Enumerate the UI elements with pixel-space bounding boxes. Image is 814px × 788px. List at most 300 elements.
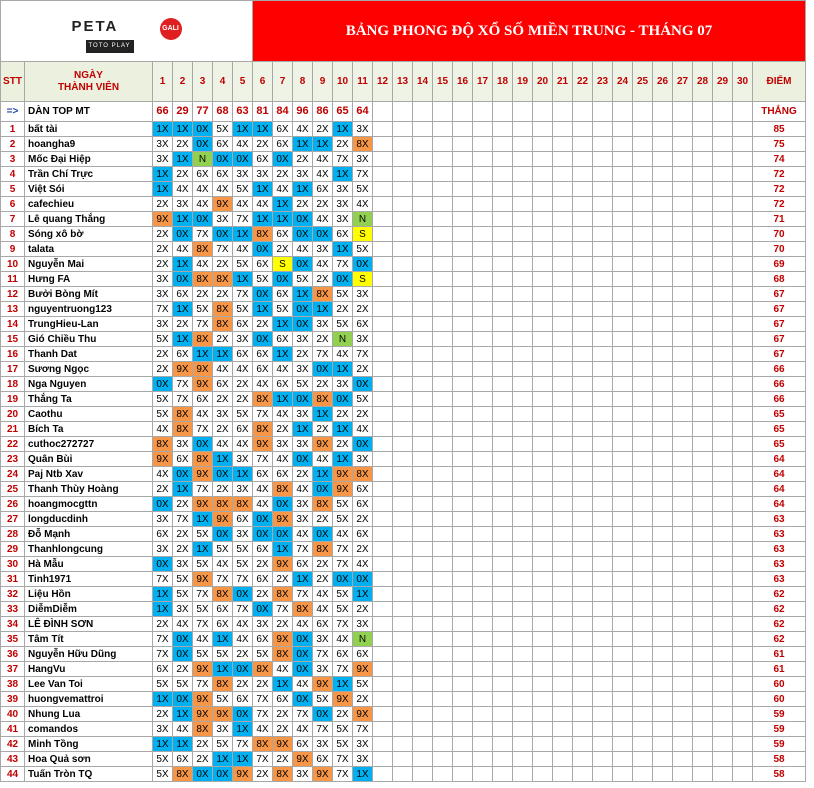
row-stt: 21 — [1, 422, 25, 437]
day-result — [733, 527, 753, 542]
day-result — [633, 467, 653, 482]
row-stt: 3 — [1, 152, 25, 167]
day-result — [373, 257, 393, 272]
day-result — [633, 677, 653, 692]
day-result — [613, 362, 633, 377]
header-day: 15 — [433, 62, 453, 102]
day-result — [573, 452, 593, 467]
day-result: 6X — [253, 467, 273, 482]
day-result — [393, 122, 413, 137]
day-result — [513, 752, 533, 767]
day-result — [573, 302, 593, 317]
day-result — [653, 227, 673, 242]
day-result — [433, 662, 453, 677]
day-result — [413, 182, 433, 197]
day-result: 2X — [353, 407, 373, 422]
day-result — [373, 632, 393, 647]
day-result: 7X — [313, 347, 333, 362]
header-day: 27 — [673, 62, 693, 102]
day-result: 7X — [253, 692, 273, 707]
day-result — [613, 287, 633, 302]
day-result — [613, 272, 633, 287]
day-result — [553, 497, 573, 512]
day-result: 3X — [233, 527, 253, 542]
day-result: 7X — [333, 752, 353, 767]
day-result — [433, 722, 453, 737]
day-result: 9X — [273, 512, 293, 527]
top-row-value — [733, 102, 753, 122]
day-result: 6X — [193, 392, 213, 407]
day-result — [453, 452, 473, 467]
day-result — [713, 332, 733, 347]
table-row — [1, 437, 806, 452]
day-result — [593, 182, 613, 197]
table-row — [1, 467, 806, 482]
day-result — [513, 602, 533, 617]
day-result: 5X — [333, 587, 353, 602]
day-result — [593, 542, 613, 557]
day-result — [533, 287, 553, 302]
day-result — [473, 692, 493, 707]
day-result — [513, 707, 533, 722]
day-result: 7X — [233, 572, 253, 587]
day-result — [413, 122, 433, 137]
day-result — [653, 752, 673, 767]
top-row-value: 68 — [213, 102, 233, 122]
member-name: Lê quang Thắng — [25, 212, 153, 227]
member-score: 60 — [753, 677, 806, 692]
day-result: 1X — [193, 512, 213, 527]
header-day: 3 — [193, 62, 213, 102]
day-result: 3X — [313, 242, 333, 257]
day-result — [393, 767, 413, 782]
day-result — [633, 587, 653, 602]
header-day: 25 — [633, 62, 653, 102]
day-result — [413, 242, 433, 257]
day-result — [413, 197, 433, 212]
day-result: 7X — [153, 572, 173, 587]
day-result: 6X — [313, 752, 333, 767]
day-result — [513, 197, 533, 212]
day-result — [413, 467, 433, 482]
day-result: 2X — [313, 197, 333, 212]
day-result: 1X — [153, 602, 173, 617]
day-result: 9X — [193, 362, 213, 377]
day-result: 4X — [173, 182, 193, 197]
day-result — [513, 557, 533, 572]
day-result — [533, 662, 553, 677]
day-result — [433, 692, 453, 707]
day-result — [433, 707, 453, 722]
day-result: 6X — [233, 347, 253, 362]
day-result: 8X — [213, 677, 233, 692]
day-result — [573, 317, 593, 332]
day-result — [553, 152, 573, 167]
day-result — [713, 527, 733, 542]
peta-gali-logo: PETA GALI TOTO PLAY — [72, 14, 182, 52]
day-result — [573, 197, 593, 212]
table-row — [1, 257, 806, 272]
day-result: 6X — [353, 482, 373, 497]
row-stt: 15 — [1, 332, 25, 347]
day-result — [693, 707, 713, 722]
day-result — [453, 287, 473, 302]
member-name: Thanh Dat — [25, 347, 153, 362]
header-day: 4 — [213, 62, 233, 102]
day-result: 8X — [193, 272, 213, 287]
day-result: 5X — [153, 767, 173, 782]
day-result — [453, 512, 473, 527]
day-result — [433, 212, 453, 227]
day-result — [373, 482, 393, 497]
day-result — [713, 647, 733, 662]
day-result: 7X — [353, 722, 373, 737]
day-result — [473, 467, 493, 482]
day-result — [513, 452, 533, 467]
day-result — [473, 362, 493, 377]
day-result — [693, 722, 713, 737]
day-result — [473, 632, 493, 647]
day-result: 0X — [173, 272, 193, 287]
day-result: 6X — [153, 662, 173, 677]
day-result — [733, 167, 753, 182]
day-result — [373, 452, 393, 467]
day-result — [533, 227, 553, 242]
day-result — [573, 572, 593, 587]
day-result — [573, 182, 593, 197]
member-name: Sóng xô bờ — [25, 227, 153, 242]
day-result — [633, 737, 653, 752]
day-result — [393, 677, 413, 692]
day-result: 2X — [213, 332, 233, 347]
day-result — [633, 497, 653, 512]
day-result: 6X — [253, 362, 273, 377]
day-result — [553, 707, 573, 722]
row-stt: 1 — [1, 122, 25, 137]
day-result: 2X — [253, 137, 273, 152]
day-result: 1X — [173, 302, 193, 317]
day-result — [733, 602, 753, 617]
day-result: N — [193, 152, 213, 167]
day-result — [413, 707, 433, 722]
table-row — [1, 767, 806, 782]
day-result: 4X — [193, 632, 213, 647]
day-result — [573, 557, 593, 572]
day-result: 1X — [353, 587, 373, 602]
day-result: 5X — [213, 647, 233, 662]
day-result — [553, 317, 573, 332]
day-result — [733, 362, 753, 377]
member-score: 66 — [753, 362, 806, 377]
day-result — [453, 182, 473, 197]
day-result — [653, 722, 673, 737]
day-result — [593, 422, 613, 437]
day-result: 5X — [193, 527, 213, 542]
day-result — [393, 662, 413, 677]
day-result — [573, 227, 593, 242]
day-result: 2X — [153, 257, 173, 272]
day-result — [473, 167, 493, 182]
day-result: 0X — [153, 557, 173, 572]
member-name: Tâm Tít — [25, 632, 153, 647]
day-result — [613, 707, 633, 722]
day-result — [533, 302, 553, 317]
member-score: 71 — [753, 212, 806, 227]
day-result: 1X — [233, 722, 253, 737]
day-result: 3X — [353, 122, 373, 137]
day-result — [473, 497, 493, 512]
day-result — [633, 647, 653, 662]
day-result — [733, 557, 753, 572]
day-result: 7X — [173, 512, 193, 527]
day-result — [613, 662, 633, 677]
day-result — [633, 617, 653, 632]
day-result — [473, 587, 493, 602]
day-result — [513, 272, 533, 287]
day-result: 6X — [333, 227, 353, 242]
day-result: 1X — [313, 467, 333, 482]
day-result: 1X — [293, 287, 313, 302]
day-result — [733, 542, 753, 557]
member-name: Tuấn Tròn TQ — [25, 767, 153, 782]
day-result: 2X — [353, 362, 373, 377]
day-result — [513, 227, 533, 242]
row-stt: 7 — [1, 212, 25, 227]
day-result — [653, 137, 673, 152]
day-result: 2X — [153, 482, 173, 497]
day-result — [553, 242, 573, 257]
day-result — [373, 122, 393, 137]
day-result: 7X — [213, 242, 233, 257]
day-result — [553, 272, 573, 287]
day-result — [513, 662, 533, 677]
day-result — [473, 317, 493, 332]
day-result: 9X — [333, 482, 353, 497]
day-result — [593, 707, 613, 722]
day-result — [473, 527, 493, 542]
header-day: 16 — [453, 62, 473, 102]
day-result — [453, 242, 473, 257]
day-result — [613, 242, 633, 257]
day-result: 1X — [273, 197, 293, 212]
row-stt: 37 — [1, 662, 25, 677]
day-result: 3X — [213, 212, 233, 227]
day-result: 0X — [233, 707, 253, 722]
day-result — [653, 272, 673, 287]
table-row — [1, 317, 806, 332]
day-result: 2X — [153, 347, 173, 362]
day-result: 2X — [213, 422, 233, 437]
day-result — [453, 752, 473, 767]
day-result — [473, 287, 493, 302]
day-result: 1X — [273, 542, 293, 557]
day-result — [653, 572, 673, 587]
day-result — [713, 407, 733, 422]
row-stt: 29 — [1, 542, 25, 557]
table-row — [1, 377, 806, 392]
day-result — [453, 212, 473, 227]
day-result — [713, 197, 733, 212]
day-result — [613, 602, 633, 617]
day-result: 1X — [333, 362, 353, 377]
day-result: 1X — [293, 137, 313, 152]
day-result: 2X — [353, 512, 373, 527]
day-result: 3X — [213, 407, 233, 422]
member-name: comandos — [25, 722, 153, 737]
day-result — [733, 197, 753, 212]
day-result: 1X — [253, 182, 273, 197]
day-result — [633, 692, 653, 707]
day-result: 5X — [153, 392, 173, 407]
day-result — [393, 632, 413, 647]
member-score: 72 — [753, 182, 806, 197]
table-row — [1, 227, 806, 242]
day-result: 9X — [273, 737, 293, 752]
day-result: 0X — [233, 587, 253, 602]
day-result — [473, 662, 493, 677]
day-result — [613, 137, 633, 152]
day-result — [633, 137, 653, 152]
day-result: 1X — [293, 422, 313, 437]
table-row — [1, 722, 806, 737]
day-result: 6X — [313, 182, 333, 197]
member-name: Thanhlongcung — [25, 542, 153, 557]
member-name: LÊ ĐÌNH SƠN — [25, 617, 153, 632]
day-result — [733, 272, 753, 287]
day-result — [713, 317, 733, 332]
day-result: 1X — [173, 482, 193, 497]
day-result — [433, 587, 453, 602]
day-result — [613, 317, 633, 332]
top-row-value: 64 — [353, 102, 373, 122]
member-name: Nguyễn Hữu Dũng — [25, 647, 153, 662]
day-result — [413, 392, 433, 407]
day-result: 7X — [253, 452, 273, 467]
day-result — [373, 362, 393, 377]
day-result — [713, 347, 733, 362]
day-result: 5X — [353, 677, 373, 692]
day-result — [593, 167, 613, 182]
day-result — [413, 587, 433, 602]
day-result — [693, 242, 713, 257]
day-result: 4X — [233, 242, 253, 257]
day-result: 4X — [313, 257, 333, 272]
table-row — [1, 692, 806, 707]
day-result — [473, 407, 493, 422]
day-result — [653, 197, 673, 212]
day-result — [713, 392, 733, 407]
day-result — [513, 587, 533, 602]
member-score: 63 — [753, 557, 806, 572]
day-result — [493, 482, 513, 497]
day-result: 8X — [233, 497, 253, 512]
day-result — [493, 212, 513, 227]
day-result: 6X — [353, 497, 373, 512]
day-result — [713, 617, 733, 632]
day-result: 0X — [293, 257, 313, 272]
day-result: 1X — [293, 572, 313, 587]
row-stt: 17 — [1, 362, 25, 377]
day-result: 2X — [333, 137, 353, 152]
day-result: 4X — [213, 437, 233, 452]
day-result — [713, 722, 733, 737]
day-result — [633, 287, 653, 302]
day-result: 0X — [293, 647, 313, 662]
day-result — [393, 437, 413, 452]
day-result: 6X — [233, 512, 253, 527]
day-result: S — [353, 272, 373, 287]
day-result — [433, 482, 453, 497]
day-result — [613, 587, 633, 602]
member-score: 74 — [753, 152, 806, 167]
day-result: 3X — [293, 512, 313, 527]
day-result: 5X — [353, 182, 373, 197]
day-result — [653, 527, 673, 542]
day-result — [673, 377, 693, 392]
day-result — [433, 317, 453, 332]
day-result: 0X — [173, 692, 193, 707]
day-result — [373, 677, 393, 692]
day-result — [493, 287, 513, 302]
member-name: Sương Ngọc — [25, 362, 153, 377]
day-result: 8X — [253, 392, 273, 407]
day-result — [673, 272, 693, 287]
day-result: 6X — [273, 287, 293, 302]
day-result: 5X — [233, 542, 253, 557]
member-name: TrungHieu-Lan — [25, 317, 153, 332]
day-result — [693, 542, 713, 557]
day-result — [653, 467, 673, 482]
day-result — [693, 677, 713, 692]
day-result: 6X — [353, 647, 373, 662]
day-result: 4X — [273, 452, 293, 467]
day-result — [673, 467, 693, 482]
day-result — [513, 527, 533, 542]
day-result: 5X — [193, 647, 213, 662]
day-result: N — [353, 632, 373, 647]
day-result — [433, 167, 453, 182]
day-result: 3X — [153, 542, 173, 557]
day-result — [713, 557, 733, 572]
day-result — [593, 197, 613, 212]
day-result — [733, 437, 753, 452]
day-result: 9X — [353, 707, 373, 722]
member-score: 67 — [753, 347, 806, 362]
member-score: 75 — [753, 137, 806, 152]
day-result: 7X — [253, 707, 273, 722]
day-result: 4X — [313, 152, 333, 167]
table-row — [1, 602, 806, 617]
day-result — [713, 272, 733, 287]
day-result: 8X — [193, 242, 213, 257]
day-result — [413, 167, 433, 182]
day-result: 5X — [233, 407, 253, 422]
day-result: 4X — [293, 122, 313, 137]
day-result — [493, 647, 513, 662]
day-result: 0X — [253, 242, 273, 257]
day-result: 6X — [173, 452, 193, 467]
day-result — [393, 287, 413, 302]
day-result — [453, 377, 473, 392]
day-result: 4X — [253, 377, 273, 392]
top-row-value — [373, 102, 393, 122]
day-result — [393, 317, 413, 332]
day-result: 7X — [353, 167, 373, 182]
day-result — [533, 422, 553, 437]
day-result — [733, 767, 753, 782]
day-result: 0X — [293, 227, 313, 242]
day-result — [573, 272, 593, 287]
